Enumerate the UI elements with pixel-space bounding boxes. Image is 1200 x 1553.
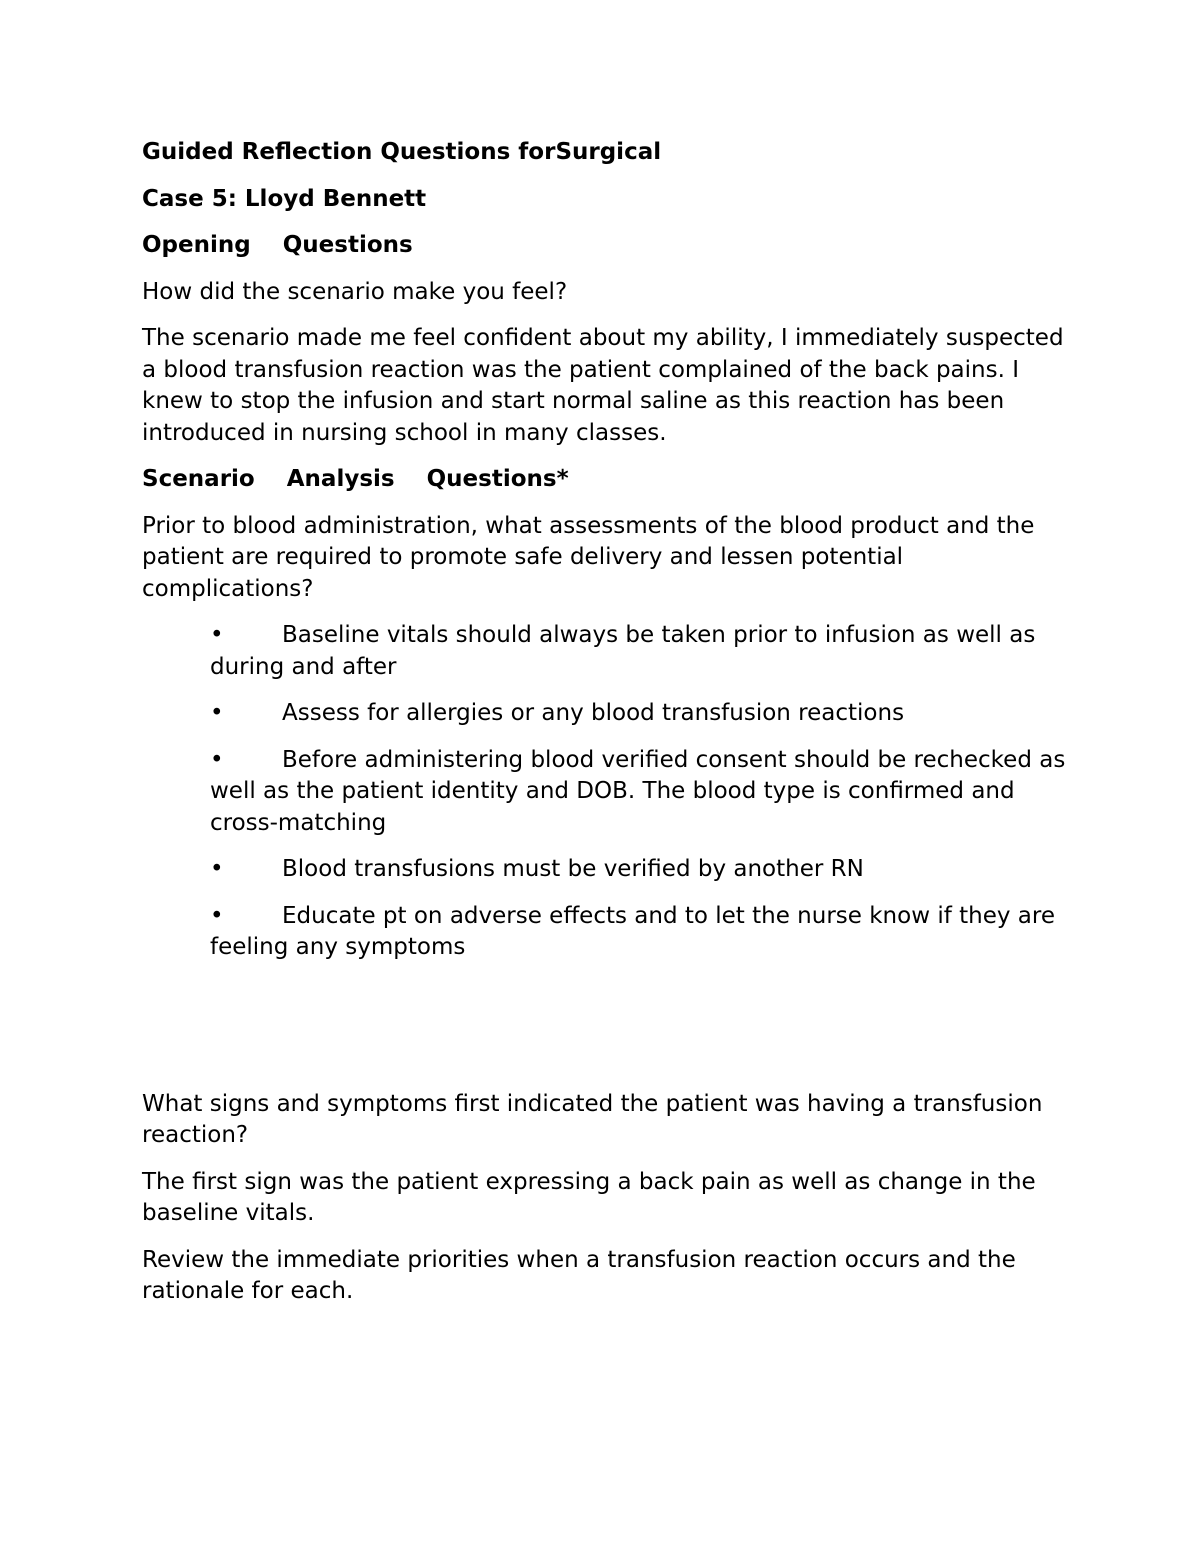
bullet-icon: • [210, 856, 224, 882]
list-item-text: Before administering blood verified consent should be rechecked as well as the patient identity and DOB. The blood type is confirmed and cross-matching [210, 746, 1066, 836]
document-title: Guided Reflection Questions forSurgical [142, 139, 662, 165]
question-signs: What signs and symptoms first indicated the patient was having a transfusion reaction? [142, 1090, 1043, 1148]
bullet-icon: • [210, 700, 224, 726]
list-item-text: Assess for allergies or any blood transfusion reactions [282, 700, 905, 726]
case-title: Case 5: Lloyd Bennett [142, 185, 427, 212]
opening-questions-heading: Opening Questions [142, 232, 413, 258]
blank-space [142, 979, 1067, 1089]
answer-feel: The scenario made me feel confident about my ability, I immediately suspected a blood transfusion reaction was the patient complained of the back pains. I knew to stop the infusion and start normal saline as this reaction has been introduced in nursing school in many classes. [142, 325, 1064, 446]
bullet-icon: • [210, 622, 224, 648]
document-page [142, 137, 1067, 1323]
scenario-analysis-heading: Scenario Analysis Questions* [142, 466, 569, 492]
list-item-text: Educate pt on adverse effects and to let the nurse know if they are feeling any symptoms [210, 902, 1055, 960]
list-item-text: Baseline vitals should always be taken prior to infusion as well as during and after [210, 622, 1036, 680]
question-priorities: Review the immediate priorities when a transfusion reaction occurs and the rationale for each. [142, 1246, 1016, 1304]
list-item [210, 745, 1067, 840]
bullet-icon: • [210, 746, 224, 773]
list-item [210, 901, 1067, 964]
list-item [210, 698, 1067, 730]
question-feel: How did the scenario make you feel? [142, 278, 568, 305]
list-item-text: Blood transfusions must be verified by another RN [282, 856, 864, 882]
question-assessments: Prior to blood administration, what assessments of the blood product and the patient are required to promote safe delivery and lessen potential complications? [142, 512, 1035, 602]
list-item [210, 620, 1067, 683]
answer-signs: The first sign was the patient expressing a back pain as well as change in the baseline vitals. [142, 1168, 1036, 1226]
bullet-icon: • [210, 902, 224, 929]
list-item [210, 854, 1067, 886]
